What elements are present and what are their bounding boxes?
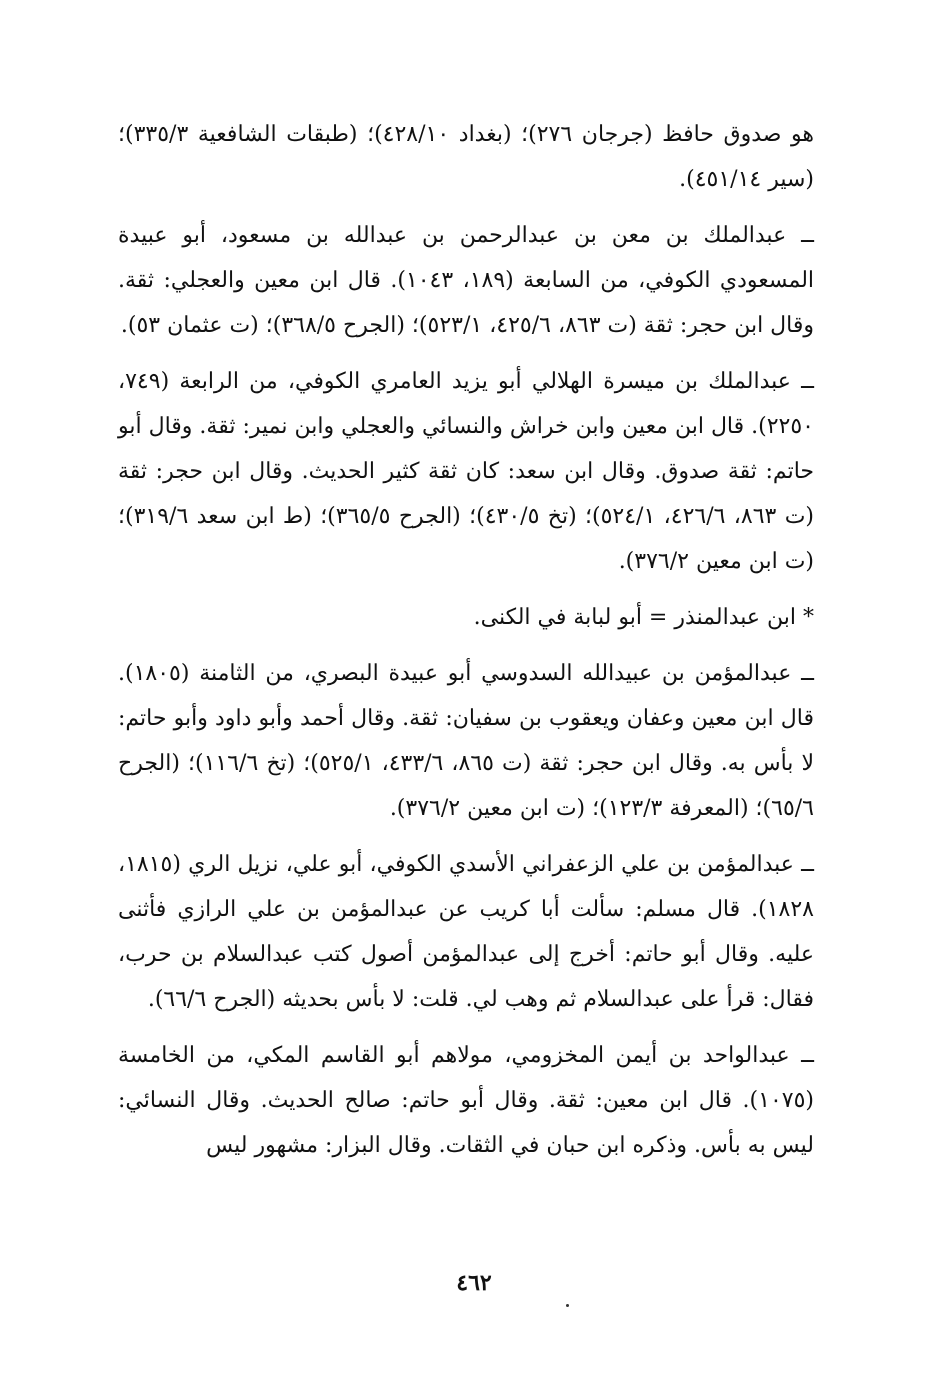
entry-abdulmumin-ibn-ubaydallah: ــ عبدالمؤمن بن عبيدالله السدوسي أبو عبيدة البصري، من الثامنة (١٨٠٥). قال ابن معين وعفان ويعقوب بن سفيان: ثقة. وقال أحمد وأبو داود وأبو حاتم: لا بأس به. وقال ابن حجر: ثقة (ت ٨٦٥، ٤٣٣/٦، ٥٢٥/١)؛ (تخ ١١٦/٦)؛ (الجرح ٦٥/٦)؛ (المعرفة ١٢٣/٣)؛ (ت ابن معين ٣٧٦/٢). [118, 661, 815, 821]
entry-abdulmalik-ibn-maan: ــ عبدالملك بن معن بن عبدالرحمن بن عبدالله بن مسعود، أبو عبيدة المسعودي الكوفي، من السابعة (١٨٩، ١٠٤٣). قال ابن معين والعجلي: ثقة. وقال ابن حجر: ثقة (ت ٨٦٣، ٤٢٥/٦، ٥٢٣/١)؛ (الجرح ٣٦٨/٥)؛ (ت عثمان ٥٣). [118, 223, 815, 338]
entry-cross-reference [118, 595, 814, 640]
entry-abdulwahid-ibn-ayman: ــ عبدالواحد بن أيمن المخزومي، مولاهم أبو القاسم المكي، من الخامسة (١٠٧٥). قال ابن معين: ثقة. وقال أبو حاتم: صالح الحديث. وقال النسائي: ليس به بأس. وذكره ابن حبان في الثقات. وقال البزار: مشهور ليس [118, 1043, 814, 1158]
entry-continuation: هو صدوق حافظ (جرجان ٢٧٦)؛ (بغداد ٤٢٨/١٠)؛ (طبقات الشافعية ٣٣٥/٣)؛ (سير ٤٥١/١٤). [118, 122, 814, 192]
page-number: ٤٦٢ [456, 1270, 492, 1296]
cross-reference-text: ابن عبدالمنذر = أبو لبابة في الكنى. [473, 605, 796, 630]
print-speck [566, 1304, 569, 1307]
page-body [118, 112, 814, 1179]
asterisk-icon: * [803, 605, 814, 630]
entry-abdulmumin-ibn-ali: ــ عبدالمؤمن بن علي الزعفراني الأسدي الكوفي، أبو علي، نزيل الري (١٨١٥، ١٨٢٨). قال مسلم: سألت أبا كريب عن عبدالمؤمن بن علي الرازي فأثنى عليه. وقال أبو حاتم: أخرج إلى عبدالمؤمن أصول كتب عبدالسلام بن حرب، فقال: قرأ على عبدالسلام ثم وهب لي. قلت: لا بأس بحديثه (الجرح ٦٦/٦). [118, 852, 814, 1012]
entry-abdulmalik-ibn-maysara: ــ عبدالملك بن ميسرة الهلالي أبو يزيد العامري الكوفي، من الرابعة (٧٤٩، ٢٢٥٠). قال ابن معين وابن خراش والنسائي والعجلي وابن نمير: ثقة. وقال أبو حاتم: ثقة صدوق. وقال ابن سعد: كان ثقة كثير الحديث. وقال ابن حجر: ثقة (ت ٨٦٣، ٤٢٦/٦، ٥٢٤/١)؛ (تخ ٤٣٠/٥)؛ (الجرح ٣٦٥/٥)؛ (ط ابن سعد ٣١٩/٦)؛ (ت ابن معين ٣٧٦/٢). [118, 369, 815, 574]
